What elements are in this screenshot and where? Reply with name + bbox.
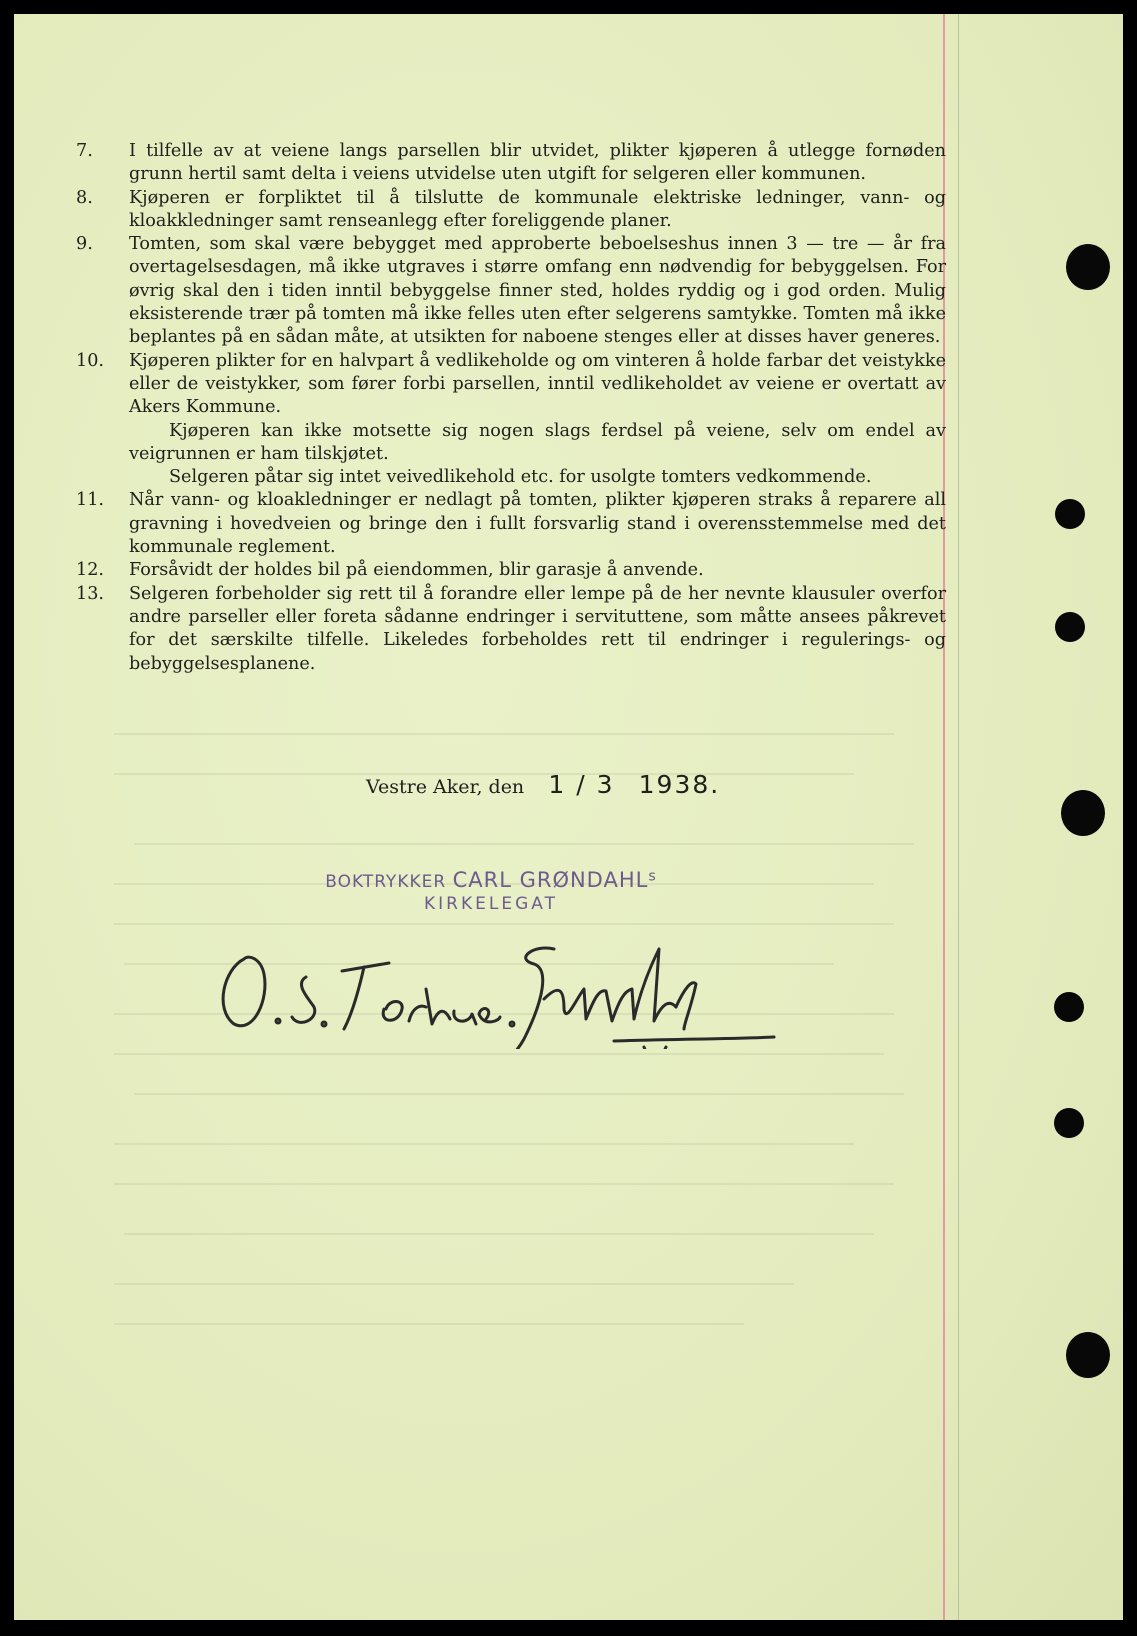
handwritten-signature — [214, 929, 794, 1049]
page-edge-line — [958, 14, 959, 1620]
clause-continuation: Kjøperen kan ikke motsette sig nogen slags ferdsel på veiene, selv om endel av veigrunnen er ham tilskjøtet. — [129, 420, 946, 464]
clause-8 — [76, 187, 946, 234]
clause-text: Forsåvidt der holdes bil på eiendommen, blir garasje å anvende. — [129, 560, 704, 581]
binder-hole-3 — [1055, 612, 1085, 642]
clause-continuation: Selgeren påtar sig intet veivedlikehold etc. for usolgte tomters vedkommende. — [169, 467, 872, 488]
seller-stamp — [301, 868, 681, 914]
clause-text: Selgeren forbeholder sig rett til å forandre eller lempe på de her nevnte klausuler overfor andre parseller eller foreta sådanne endringer i servituttene, som måtte ansees påkrevet for det særskilte tilfelle. Likeledes forbeholdes rett til endringer i regulerings- og bebyggelsesplanene. — [129, 583, 946, 674]
clause-text: I tilfelle av at veiene langs parsellen blir utvidet, plikter kjøperen å utlegge fornøden grunn hertil samt delta i veiens utvidelse uten utgift for selgeren eller kommunen. — [129, 141, 946, 185]
clause-number: 11. — [76, 490, 104, 511]
clause-number: 12. — [76, 560, 104, 581]
clause-number: 9. — [76, 234, 93, 255]
clause-text: Når vann- og kloakledninger er nedlagt på tomten, plikter kjøperen straks å reparere all gravning i hovedveien og bringe den i fullt forsvarlig stand i overensstemmelse med det kommunale reglement. — [129, 490, 946, 558]
clause-text: Kjøperen er forpliktet til å tilslutte de kommunale elektriske ledninger, vann- og kloakkledninger samt renseanlegg efter foreliggende planer. — [129, 187, 946, 231]
clause-12 — [76, 559, 946, 582]
binder-hole-7 — [1066, 1332, 1110, 1378]
clause-number: 8. — [76, 187, 93, 208]
clause-number: 7. — [76, 141, 93, 161]
binder-hole-4 — [1061, 790, 1105, 836]
stamp-word-boktrykker: BOKTRYKKER — [325, 872, 447, 892]
place-date-line — [366, 770, 720, 799]
handwritten-date: 1 / 3 — [548, 770, 615, 799]
clause-list — [76, 140, 946, 676]
place-date-prefix: Vestre Aker, den — [366, 776, 525, 798]
binder-hole-2 — [1055, 499, 1085, 529]
stamp-name: CARL GRØNDAHL — [452, 868, 649, 892]
stamp-suffix: s — [648, 868, 657, 885]
document-page — [14, 14, 1123, 1620]
clause-10 — [76, 350, 946, 490]
bleed-through-text — [94, 714, 934, 1414]
clause-13 — [76, 583, 946, 676]
clause-9 — [76, 233, 946, 349]
binder-hole-6 — [1054, 1108, 1084, 1138]
handwritten-year: 1938. — [638, 770, 721, 799]
clause-text: Tomten, som skal være bebygget med approberte beboelseshus innen 3 — tre — år fra overtagelsesdagen, må ikke utgraves i større omfang enn nødvendig for bebyggelsen. For øvrig skal den i tiden inntil bebyggelse finner sted, holdes ryddig og i god orden. Mulig eksisterende trær på tomten må ikke felles uten efter selgerens samtykke. Tomten må ikke beplantes på en sådan måte, at utsikten for naboene stenges eller at disses haver generes. — [129, 234, 946, 348]
clause-text: Kjøperen plikter for en halvpart å vedlikeholde og om vinteren å holde farbar det veistykke eller de veistykker, som fører forbi parsellen, inntil vedlikeholdet av veiene er overtatt av Akers Kommune. — [129, 350, 946, 418]
binder-hole-5 — [1054, 992, 1084, 1022]
clause-11 — [76, 489, 946, 559]
clause-number: 13. — [76, 583, 104, 604]
clause-7 — [76, 140, 946, 187]
stamp-line-2: KIRKELEGAT — [424, 894, 558, 914]
clause-number: 10. — [76, 350, 104, 371]
binder-hole-1 — [1066, 244, 1110, 290]
stamp-line-1 — [301, 868, 681, 892]
